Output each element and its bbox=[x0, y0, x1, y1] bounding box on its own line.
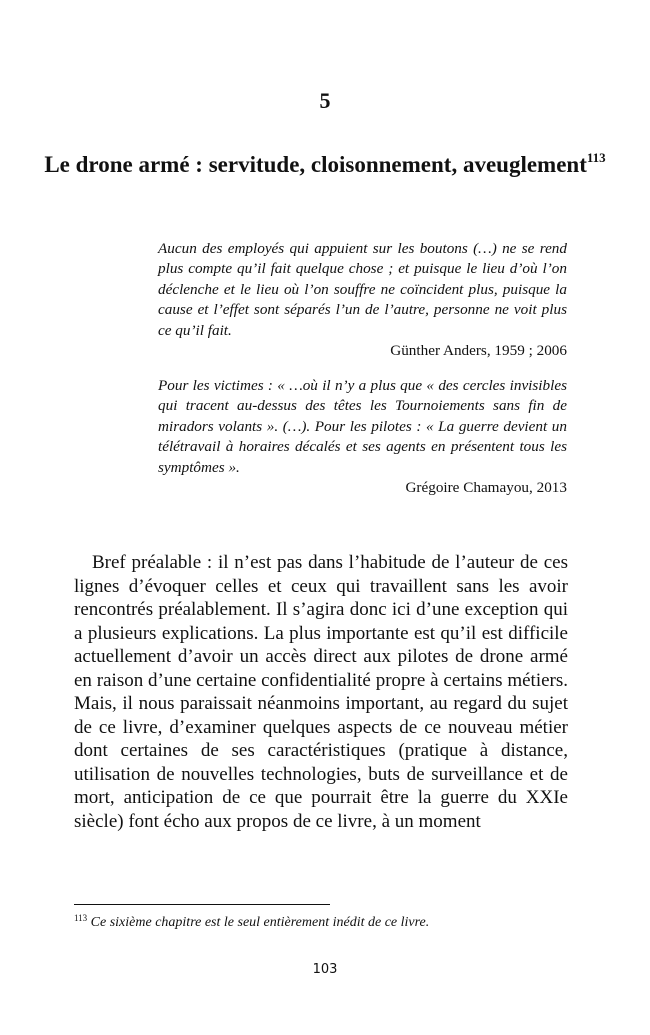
body-paragraph: Bref préalable : il n’est pas dans l’habitude de l’auteur de ces lignes d’évoquer celles et ceux qui travaillent sans les avoir rencontrés préalablement. Il s’agira donc ici d’une exception qui a plusieurs explications. La plus importante est qu’il est difficile actuellement d’avoir un accès direct aux pilotes de drone armé en raison d’une certaine confidentialité propre à certains métiers. Mais, il nous paraissait néanmoins important, au regard du sujet de ce livre, d’examiner quelques aspects de ce nouveau métier dont certaines de ses caractéristiques (pratique à distance, utilisation de nouvelles technologies, buts de surveillance et de mort, anticipation de ce que pourrait être la guerre du XXIe siècle) font écho aux propos de ce livre, à un moment bbox=[74, 552, 568, 832]
epigraph-attribution: Grégoire Chamayou, 2013 bbox=[405, 479, 567, 497]
chapter-title bbox=[40, 150, 610, 179]
epigraph-attribution: Günther Anders, 1959 ; 2006 bbox=[390, 342, 567, 360]
chapter-title-text: Le drone armé : servitude, cloisonnement, aveuglement bbox=[44, 152, 587, 177]
epigraph-quote: Aucun des employés qui appuient sur les boutons (…) ne se rend plus compte qu’il fait quelque chose ; et puisque le lieu d’où l’on déclenche et le lieu où l’on souffre ne coïncident plus, puisque la cause et l’effet sont séparés l’un de l’autre, personne ne voit plus ce qu’il fait. bbox=[158, 240, 567, 339]
footnote-separator bbox=[74, 904, 330, 905]
footnote-reference: 113 bbox=[586, 150, 606, 165]
page-number: 103 bbox=[312, 962, 338, 977]
footnote-number: 113 bbox=[74, 913, 88, 923]
footnote-text: Ce sixième chapitre est le seul entièrement inédit de ce livre. bbox=[90, 915, 430, 930]
footnote bbox=[74, 914, 568, 932]
epigraph-chamayou bbox=[158, 376, 567, 498]
chapter-number: 5 bbox=[319, 88, 331, 113]
epigraph-anders bbox=[158, 239, 567, 361]
epigraph-quote: Pour les victimes : « …où il n’y a plus que « des cercles invisibles qui tracent au-dessus des têtes les Tournoiements sans fin de miradors volants ». (…). Pour les pilotes : « La guerre devient un télétravail à horaires décalés et ses agents en présentent tous les symptômes ». bbox=[158, 377, 567, 476]
